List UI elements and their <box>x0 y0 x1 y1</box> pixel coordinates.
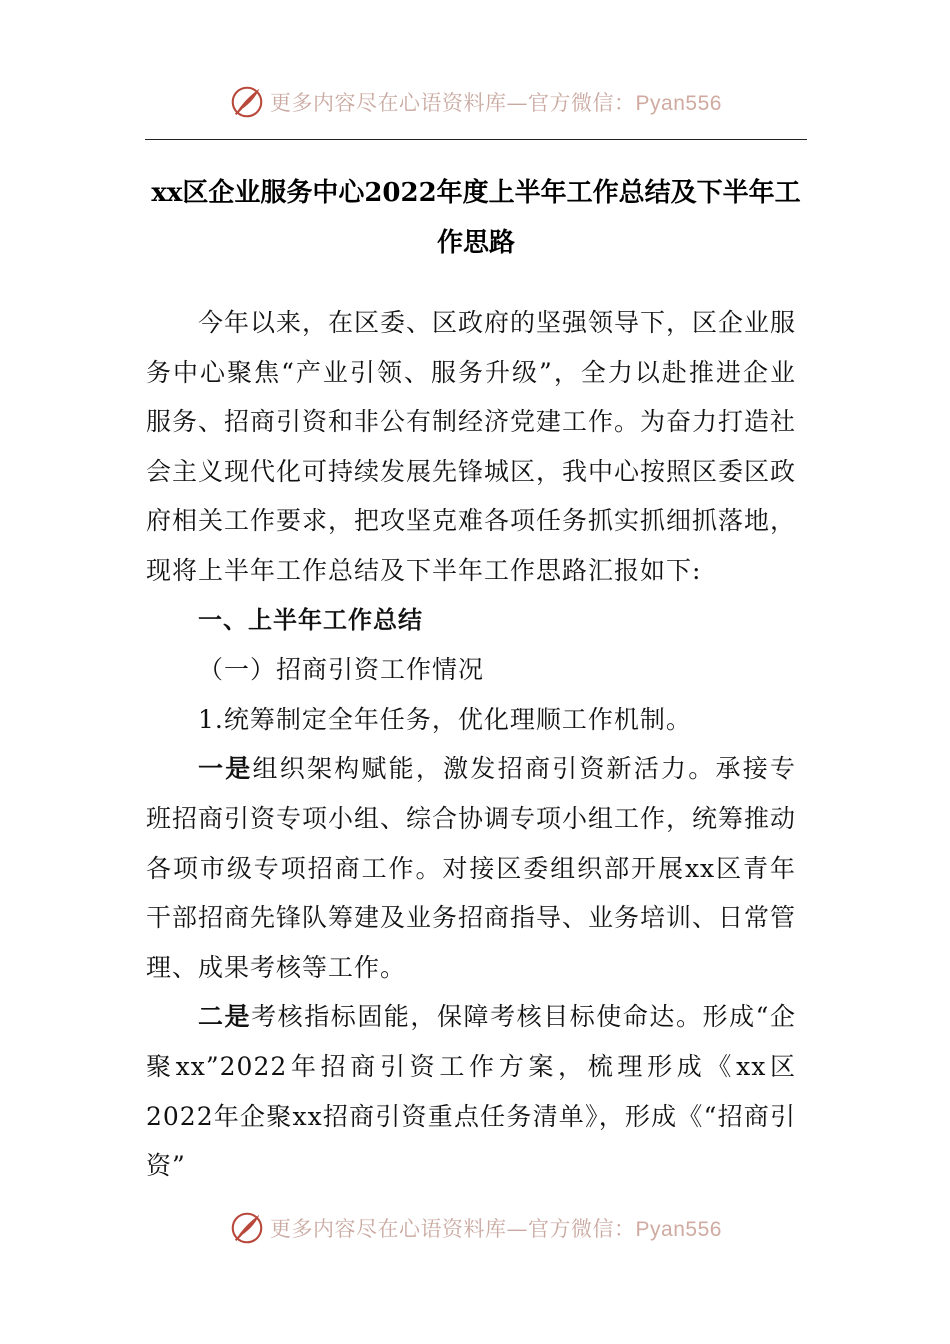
header-divider <box>145 139 807 140</box>
point-two-lead: 二是 <box>198 1002 252 1032</box>
section-heading: 一、上半年工作总结 <box>198 605 423 634</box>
header-watermark-banner <box>0 82 950 122</box>
intro-paragraph: 今年以来，在区委、区政府的坚强领导下，区企业服务中心聚焦“产业引领、服务升级”，全力以赴推进企业服务、招商引资和非公有制经济党建工作。为奋力打造社会主义现代化可持续发展先锋城区，我中心按照区委区政府相关工作要求，把攻坚克难各项任务抓实抓细抓落地，现将上半年工作总结及下半年工作思路汇报如下: <box>146 308 797 585</box>
header-wechat-id: Pyan556 <box>635 92 722 115</box>
footer-wechat-id: Pyan556 <box>635 1218 722 1241</box>
document-body <box>146 298 796 1191</box>
quill-logo-icon <box>228 83 266 121</box>
point-one-lead: 一是 <box>198 754 253 784</box>
point-one-paragraph <box>146 744 796 992</box>
subsection-heading: （一）招商引资工作情况 <box>198 655 485 685</box>
footer-watermark-text: 更多内容尽在心语资料库—官方微信：Pyan556 <box>270 1217 722 1241</box>
point-two-paragraph <box>146 992 796 1190</box>
footer-watermark-banner <box>0 1208 950 1248</box>
quill-logo-icon <box>228 1209 266 1247</box>
point-one-text: 组织架构赋能，激发招商引资新活力。承接专班招商引资专项小组、综合协调专项小组工作，统筹推动各项市级专项招商工作。对接区委组织部开展xx区青年干部招商先锋队筹建及业务招商指导、业务培训、日常管理、成果考核等工作。 <box>146 754 797 982</box>
document-title: xx区企业服务中心2022年度上半年工作总结及下半年工作思路 <box>151 178 801 258</box>
point-two-text: 考核指标固能，保障考核目标使命达。形成“企聚xx”2022年招商引资工作方案，梳理形成《xx区2022年企聚xx招商引资重点任务清单》，形成《“招商引资” <box>146 1002 796 1181</box>
item-heading: 1.统筹制定全年任务，优化理顺工作机制。 <box>198 704 692 734</box>
header-watermark-text: 更多内容尽在心语资料库—官方微信：Pyan556 <box>270 91 722 115</box>
